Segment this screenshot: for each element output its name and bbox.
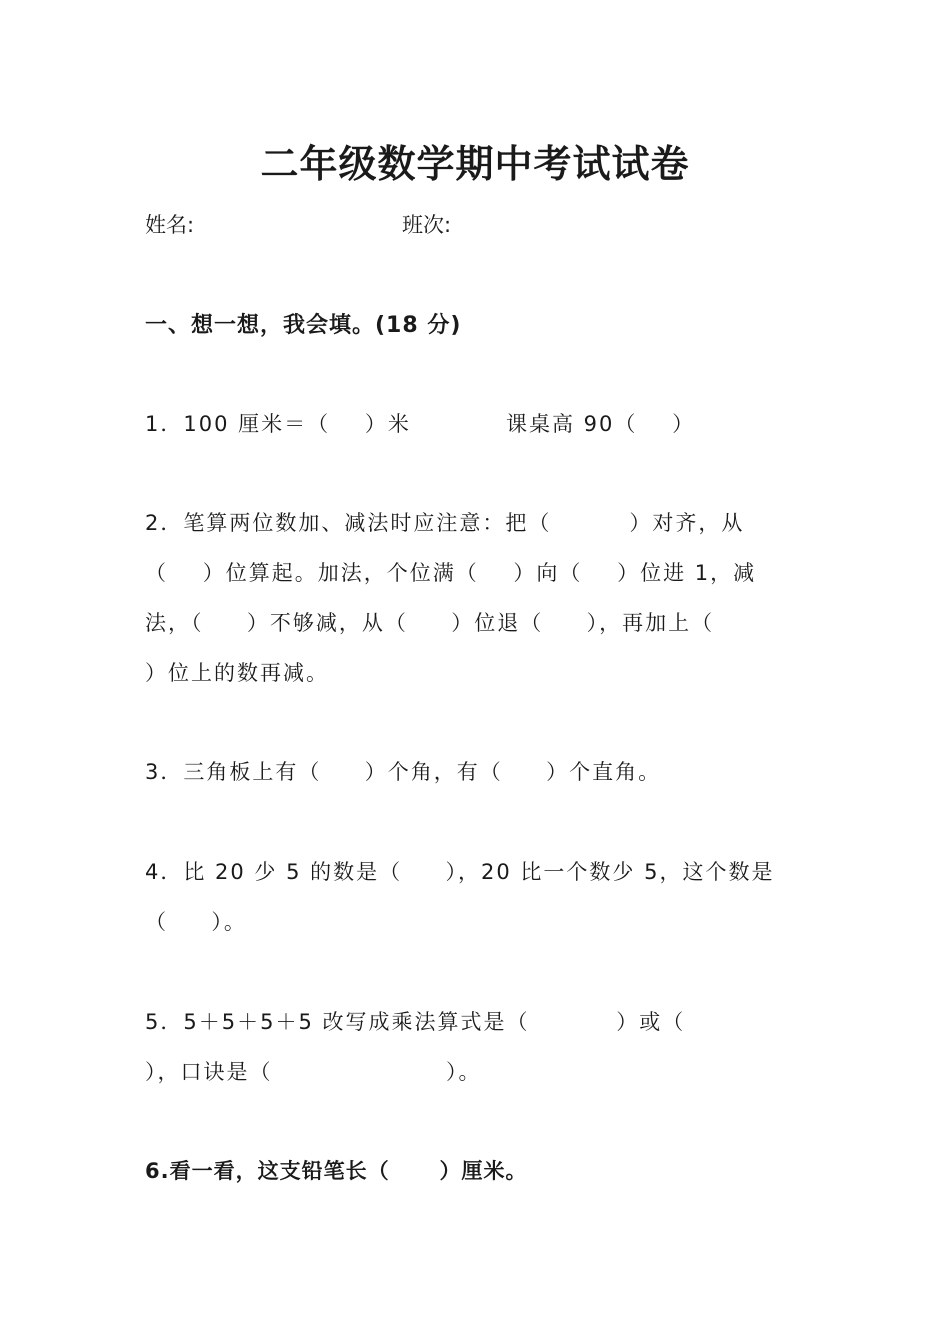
exam-title: 二年级数学期中考试试卷 (260, 142, 690, 186)
question-2-line-4: ）位上的数再减。 (145, 661, 329, 685)
section-heading: 一、想一想，我会填。(18 分) (145, 313, 462, 338)
question-2-line-3: 法，（ ）不够减，从（ ）位退（ ），再加上（ (145, 611, 715, 635)
question-5-line-2: ），口诀是（ ）。 (145, 1060, 482, 1084)
question-5-line-1: 5．5＋5＋5＋5 改写成乘法算式是（ ）或（ (145, 1010, 686, 1034)
question-2-line-2: （ ）位算起。加法，个位满（ ）向（ ）位进 1，减 (145, 561, 757, 585)
class-label: 班次: (402, 213, 452, 237)
question-1-right: 课桌高 90（ ） (506, 412, 696, 436)
question-3-line-1: 3．三角板上有（ ）个角，有（ ）个直角。 (145, 760, 662, 784)
student-name-label: 姓名: (145, 213, 195, 237)
question-4-line-1: 4．比 20 少 5 的数是（ ），20 比一个数少 5，这个数是 (145, 860, 775, 884)
question-1-left: 1．100 厘米＝（ ）米 (145, 412, 411, 436)
question-4-line-2: （ ）。 (145, 910, 247, 934)
question-2-line-1: 2．笔算两位数加、减法时应注意：把（ ）对齐，从 (145, 511, 745, 535)
question-6-line-1: 6.看一看，这支铅笔长（ ）厘米。 (145, 1159, 528, 1183)
